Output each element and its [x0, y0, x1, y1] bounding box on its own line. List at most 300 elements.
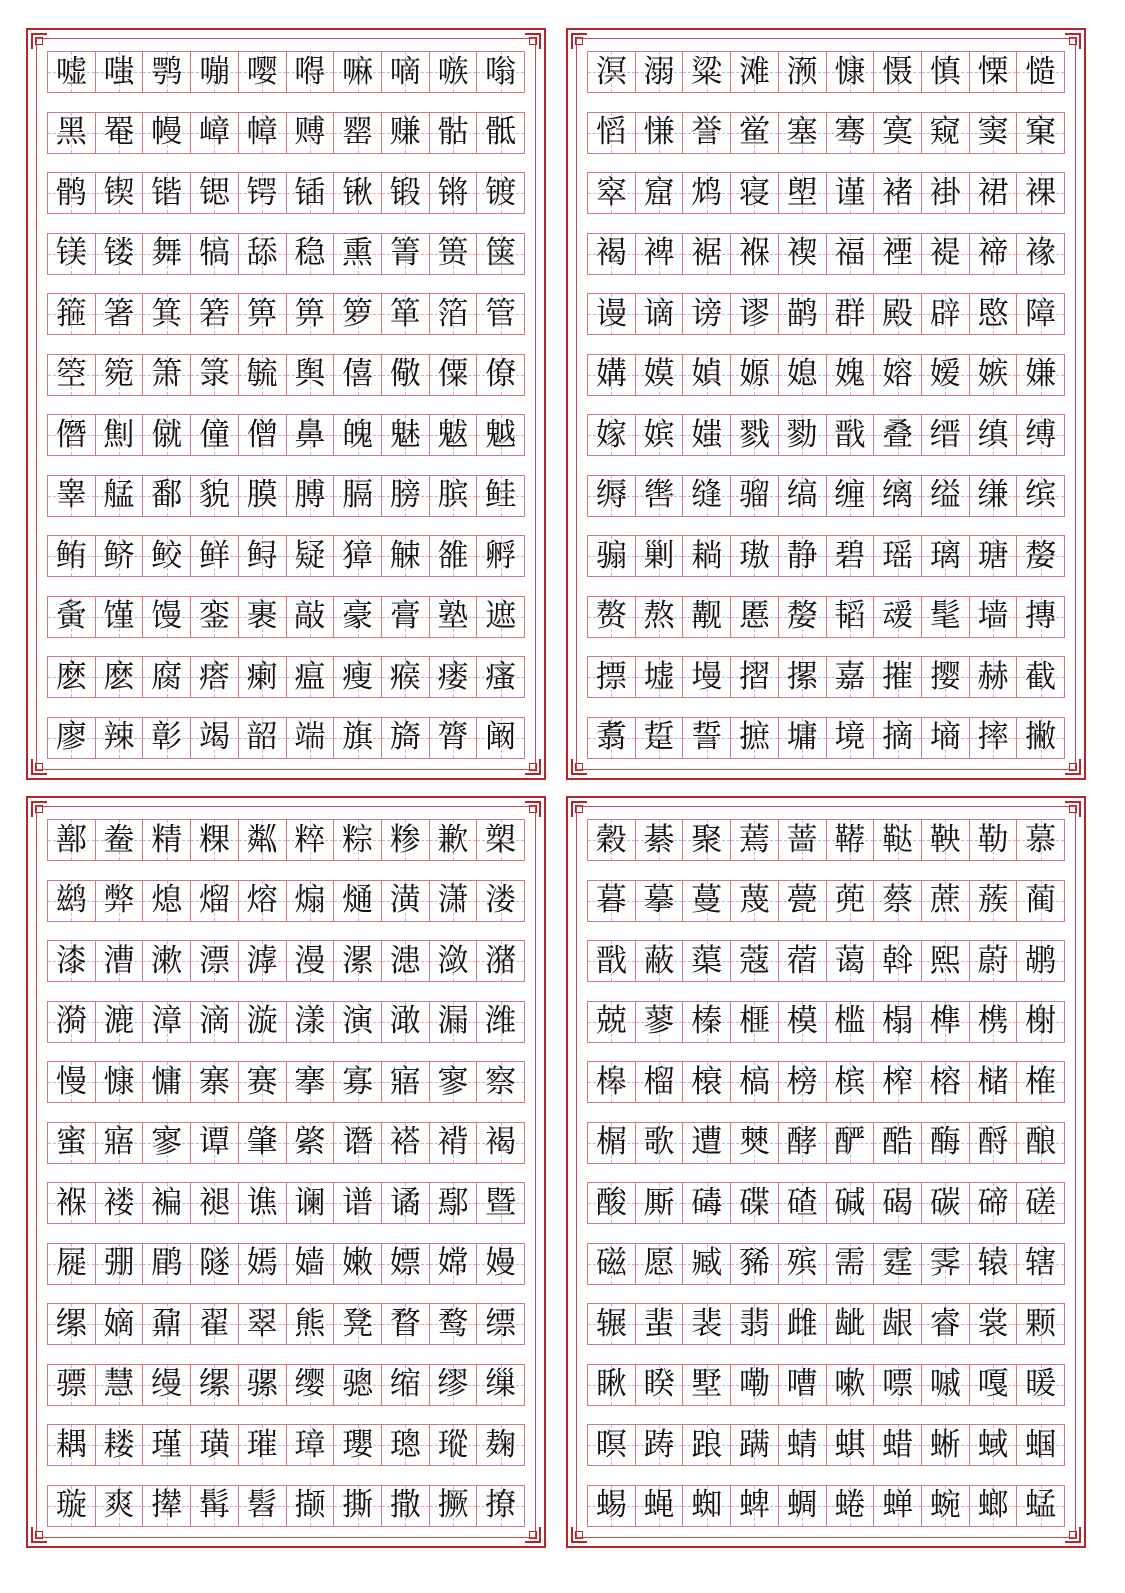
tianzige-cell [382, 657, 430, 697]
hanzi-character: 蜻 [786, 1426, 818, 1463]
tianzige-cell [922, 657, 970, 697]
tianzige-cell [922, 718, 970, 758]
hanzi-character: 嫫 [643, 356, 675, 392]
tianzige-cell [239, 1365, 287, 1405]
hanzi-character: 箜 [55, 356, 87, 392]
tianzige-cell [779, 234, 827, 274]
hanzi-character: 褐 [595, 235, 627, 271]
hanzi-character: 慄 [977, 53, 1009, 90]
hanzi-character: 箕 [151, 295, 183, 332]
tianzige-cell [96, 820, 144, 860]
tianzige-cell [779, 173, 827, 213]
hanzi-character: 磋 [1025, 1184, 1057, 1221]
tianzige-cell [96, 881, 144, 921]
hanzi-character: 漶 [389, 942, 421, 979]
hanzi-character: 踌 [643, 1426, 675, 1463]
hanzi-character: 塾 [437, 598, 469, 634]
hanzi-character: 谩 [595, 295, 627, 332]
tianzige-cell [827, 597, 875, 637]
hanzi-character: 鲟 [246, 537, 278, 574]
tianzige-cell [588, 536, 636, 576]
hanzi-character: 勒 [977, 821, 1009, 858]
tianzige-cell [683, 718, 731, 758]
hanzi-character: 嫆 [882, 356, 914, 392]
tianzige-cell [477, 234, 524, 274]
hanzi-character: 溟 [595, 53, 627, 90]
tianzige-cell [334, 234, 382, 274]
tianzige-cell [382, 718, 430, 758]
tianzige-cell [96, 1123, 144, 1163]
grid-row [587, 354, 1065, 396]
hanzi-character: 鲛 [151, 537, 183, 574]
hanzi-character: 鹜 [437, 1305, 469, 1342]
tianzige-cell [731, 415, 779, 455]
tianzige-cell [48, 1365, 96, 1405]
tianzige-cell [382, 1244, 430, 1284]
tianzige-cell [636, 941, 684, 981]
tianzige-cell [48, 1062, 96, 1102]
tianzige-cell [48, 881, 96, 921]
hanzi-character: 韬 [834, 598, 866, 634]
hanzi-character: 熏 [342, 235, 374, 271]
hanzi-character: 嫔 [643, 416, 675, 453]
hanzi-character: 嘘 [55, 53, 87, 90]
hanzi-character: 嫱 [294, 1245, 326, 1281]
tianzige-cell [239, 657, 287, 697]
grid-row [47, 112, 525, 154]
hanzi-character: 寤 [389, 1063, 421, 1100]
hanzi-character: 鹋 [786, 295, 818, 332]
hanzi-character: 碡 [691, 1184, 723, 1221]
tianzige-cell [287, 1002, 335, 1042]
tianzige-cell [239, 113, 287, 153]
tianzige-cell [731, 941, 779, 981]
hanzi-character: 酽 [834, 1124, 866, 1160]
hanzi-character: 隧 [198, 1245, 230, 1281]
tianzige-cell [143, 1304, 191, 1344]
hanzi-character: 蕖 [691, 942, 723, 979]
practice-panel-2 [566, 28, 1086, 780]
hanzi-character: 缥 [485, 1305, 517, 1342]
tianzige-cell [287, 113, 335, 153]
tianzige-cell [334, 1365, 382, 1405]
hanzi-character: 馑 [103, 598, 135, 634]
tianzige-cell [874, 415, 922, 455]
tianzige-cell [588, 718, 636, 758]
tianzige-cell [874, 1244, 922, 1284]
hanzi-character: 瑭 [977, 537, 1009, 574]
tianzige-cell [683, 881, 731, 921]
tianzige-cell [683, 657, 731, 697]
tianzige-cell [827, 536, 875, 576]
character-grid [47, 51, 525, 777]
tianzige-cell [588, 113, 636, 153]
tianzige-cell [683, 355, 731, 395]
hanzi-character: 慆 [595, 114, 627, 150]
tianzige-cell [143, 881, 191, 921]
tianzige-cell [970, 941, 1018, 981]
hanzi-character: 慎 [929, 53, 961, 90]
hanzi-character: 蜷 [834, 1487, 866, 1523]
hanzi-character: 粼 [246, 821, 278, 858]
hanzi-character: 觏 [691, 598, 723, 634]
hanzi-character: 谬 [738, 295, 770, 332]
hanzi-character: 誉 [691, 114, 723, 150]
hanzi-character: 蔷 [786, 821, 818, 858]
tianzige-cell [779, 597, 827, 637]
tianzige-cell [334, 820, 382, 860]
tianzige-cell [1017, 941, 1064, 981]
tianzige-cell [430, 1183, 478, 1223]
tianzige-cell [287, 1486, 335, 1526]
hanzi-character: 箸 [103, 295, 135, 332]
tianzige-cell [636, 718, 684, 758]
tianzige-cell [287, 597, 335, 637]
hanzi-character: 嫩 [342, 1245, 374, 1281]
tianzige-cell [636, 1486, 684, 1526]
tianzige-cell [922, 476, 970, 516]
tianzige-cell [239, 1002, 287, 1042]
hanzi-character: 裴 [691, 1305, 723, 1342]
tianzige-cell [588, 1062, 636, 1102]
hanzi-character: 叆 [882, 598, 914, 634]
grid-row [587, 1182, 1065, 1224]
tianzige-cell [477, 1486, 524, 1526]
tianzige-cell [731, 1486, 779, 1526]
hanzi-character: 漆 [55, 942, 87, 979]
grid-row [47, 475, 525, 517]
hanzi-character: 摹 [643, 882, 675, 918]
hanzi-character: 麽 [103, 658, 135, 695]
tianzige-cell [731, 1123, 779, 1163]
grid-row [47, 880, 525, 922]
hanzi-character: 膈 [342, 477, 374, 513]
hanzi-character: 谭 [198, 1124, 230, 1160]
tianzige-cell [48, 1123, 96, 1163]
tianzige-cell [143, 1365, 191, 1405]
tianzige-cell [334, 1486, 382, 1526]
hanzi-character: 槜 [977, 1003, 1009, 1039]
hanzi-character: 褛 [103, 1184, 135, 1221]
tianzige-cell [334, 1425, 382, 1465]
hanzi-character: 箢 [103, 356, 135, 392]
tianzige-cell [191, 173, 239, 213]
tianzige-cell [48, 1425, 96, 1465]
hanzi-character: 窦 [977, 114, 1009, 150]
hanzi-character: 骠 [55, 1366, 87, 1402]
tianzige-cell [731, 820, 779, 860]
tianzige-cell [477, 1123, 524, 1163]
tianzige-cell [382, 1002, 430, 1042]
tianzige-cell [191, 657, 239, 697]
hanzi-character: 劁 [103, 416, 135, 453]
corner-ornament [525, 1527, 541, 1543]
hanzi-character: 墁 [691, 658, 723, 695]
tianzige-cell [430, 476, 478, 516]
tianzige-cell [1017, 1425, 1064, 1465]
tianzige-cell [922, 1183, 970, 1223]
hanzi-character: 骡 [246, 1366, 278, 1402]
hanzi-character: 窥 [929, 114, 961, 150]
hanzi-character: 寥 [437, 1063, 469, 1100]
tianzige-cell [588, 1304, 636, 1344]
tianzige-cell [239, 1244, 287, 1284]
grid-row [587, 293, 1065, 335]
tianzige-cell [588, 657, 636, 697]
tianzige-cell [636, 536, 684, 576]
hanzi-character: 舆 [294, 356, 326, 392]
hanzi-character: 蜜 [55, 1124, 87, 1160]
hanzi-character: 蔑 [738, 882, 770, 918]
hanzi-character: 歉 [437, 821, 469, 858]
hanzi-character: 褙 [437, 1124, 469, 1160]
tianzige-cell [430, 718, 478, 758]
hanzi-character: 弊 [103, 882, 135, 918]
tianzige-cell [779, 1304, 827, 1344]
tianzige-cell [922, 415, 970, 455]
hanzi-character: 嫒 [929, 356, 961, 392]
tianzige-cell [827, 234, 875, 274]
hanzi-character: 骷 [437, 114, 469, 150]
tianzige-cell [922, 113, 970, 153]
tianzige-cell [1017, 718, 1064, 758]
tianzige-cell [287, 657, 335, 697]
hanzi-character: 媿 [834, 356, 866, 392]
tianzige-cell [970, 415, 1018, 455]
hanzi-character: 厮 [643, 1184, 675, 1221]
tianzige-cell [922, 881, 970, 921]
hanzi-character: 鞯 [834, 821, 866, 858]
tianzige-cell [636, 1365, 684, 1405]
tianzige-cell [96, 52, 144, 92]
hanzi-character: 蜿 [929, 1487, 961, 1523]
hanzi-character: 鼻 [294, 416, 326, 453]
corner-ornament [31, 33, 47, 49]
hanzi-character: 鞅 [929, 821, 961, 858]
tianzige-cell [287, 941, 335, 981]
hanzi-character: 蜡 [882, 1426, 914, 1463]
practice-panel-1 [26, 28, 546, 780]
practice-panel-4 [566, 796, 1086, 1548]
hanzi-character: 嫦 [437, 1245, 469, 1281]
tianzige-cell [779, 1123, 827, 1163]
hanzi-character: 碟 [738, 1184, 770, 1221]
tianzige-cell [191, 1123, 239, 1163]
hanzi-character: 潢 [389, 882, 421, 918]
hanzi-character: 勠 [786, 416, 818, 453]
tianzige-cell [334, 476, 382, 516]
hanzi-character: 察 [485, 1063, 517, 1100]
tianzige-cell [430, 234, 478, 274]
hanzi-character: 豨 [738, 1245, 770, 1281]
tianzige-cell [588, 941, 636, 981]
hanzi-character: 嫁 [595, 416, 627, 453]
hanzi-character: 叠 [882, 416, 914, 453]
tianzige-cell [683, 536, 731, 576]
hanzi-character: 鲞 [103, 821, 135, 858]
tianzige-cell [731, 1304, 779, 1344]
tianzige-cell [382, 476, 430, 516]
hanzi-character: 蜮 [977, 1426, 1009, 1463]
tianzige-cell [334, 881, 382, 921]
tianzige-cell [779, 941, 827, 981]
hanzi-character: 鲔 [55, 537, 87, 574]
corner-ornament [31, 801, 47, 817]
tianzige-cell [143, 1486, 191, 1526]
tianzige-cell [239, 597, 287, 637]
hanzi-character: 酸 [595, 1184, 627, 1221]
hanzi-character: 酹 [977, 1124, 1009, 1160]
tianzige-cell [287, 1062, 335, 1102]
tianzige-cell [382, 1183, 430, 1223]
hanzi-character: 墅 [691, 1366, 723, 1402]
tianzige-cell [1017, 536, 1064, 576]
hanzi-character: 骶 [485, 114, 517, 150]
hanzi-character: 缜 [977, 416, 1009, 453]
tianzige-cell [287, 234, 335, 274]
hanzi-character: 嘉 [834, 658, 866, 695]
tianzige-cell [143, 415, 191, 455]
tianzige-cell [430, 1304, 478, 1344]
grid-row [47, 535, 525, 577]
hanzi-character: 禋 [882, 235, 914, 271]
grid-row [47, 819, 525, 861]
hanzi-character: 寡 [342, 1063, 374, 1100]
tianzige-cell [96, 234, 144, 274]
hanzi-character: 赘 [595, 598, 627, 634]
tianzige-cell [382, 536, 430, 576]
tianzige-cell [827, 355, 875, 395]
hanzi-character: 璈 [738, 537, 770, 574]
tianzige-cell [970, 657, 1018, 697]
hanzi-character: 箪 [389, 295, 421, 332]
tianzige-cell [779, 355, 827, 395]
hanzi-character: 踅 [643, 719, 675, 755]
hanzi-character: 嗽 [834, 1366, 866, 1402]
hanzi-character: 澉 [389, 1003, 421, 1039]
hanzi-character: 嘌 [882, 1366, 914, 1402]
hanzi-character: 墟 [643, 658, 675, 695]
tianzige-cell [970, 820, 1018, 860]
tianzige-cell [239, 881, 287, 921]
tianzige-cell [1017, 52, 1064, 92]
tianzige-cell [287, 820, 335, 860]
tianzige-cell [970, 1002, 1018, 1042]
tianzige-cell [588, 1244, 636, 1284]
tianzige-cell [96, 113, 144, 153]
hanzi-character: 榛 [691, 1003, 723, 1039]
tianzige-cell [239, 355, 287, 395]
corner-ornament [31, 1527, 47, 1543]
hanzi-character: 缙 [929, 416, 961, 453]
hanzi-character: 慊 [643, 114, 675, 150]
tianzige-cell [96, 355, 144, 395]
hanzi-character: 摘 [882, 719, 914, 755]
hanzi-character: 箬 [198, 295, 230, 332]
hanzi-character: 鹛 [151, 1245, 183, 1281]
hanzi-character: 熥 [342, 882, 374, 918]
tianzige-cell [96, 1425, 144, 1465]
tianzige-cell [430, 52, 478, 92]
tianzige-cell [334, 1002, 382, 1042]
grid-row [47, 656, 525, 698]
hanzi-character: 璀 [246, 1426, 278, 1463]
tianzige-cell [827, 657, 875, 697]
hanzi-character: 镁 [55, 235, 87, 271]
hanzi-character: 霁 [929, 1245, 961, 1281]
tianzige-cell [48, 718, 96, 758]
tianzige-cell [874, 1486, 922, 1526]
tianzige-cell [430, 941, 478, 981]
hanzi-character: 摺 [738, 658, 770, 695]
grid-row [587, 414, 1065, 456]
hanzi-character: 窣 [595, 174, 627, 211]
hanzi-character: 臧 [691, 1245, 723, 1281]
hanzi-character: 膊 [294, 477, 326, 513]
tianzige-cell [191, 52, 239, 92]
tianzige-cell [191, 355, 239, 395]
tianzige-cell [827, 415, 875, 455]
tianzige-cell [922, 173, 970, 213]
tianzige-cell [143, 536, 191, 576]
hanzi-character: 摭 [738, 719, 770, 755]
hanzi-character: 髯 [198, 1487, 230, 1523]
corner-ornament [525, 801, 541, 817]
grid-row [47, 51, 525, 93]
hanzi-character: 墉 [786, 719, 818, 755]
hanzi-character: 箓 [198, 356, 230, 392]
tianzige-cell [477, 1365, 524, 1405]
grid-row [47, 1182, 525, 1224]
hanzi-character: 滩 [738, 53, 770, 90]
tianzige-cell [874, 718, 922, 758]
tianzige-cell [827, 294, 875, 334]
hanzi-character: 蜴 [595, 1487, 627, 1523]
tianzige-cell [191, 718, 239, 758]
tianzige-cell [683, 1365, 731, 1405]
tianzige-cell [636, 113, 684, 153]
hanzi-character: 蔽 [643, 942, 675, 979]
tianzige-cell [382, 52, 430, 92]
hanzi-character: 膑 [437, 477, 469, 513]
hanzi-character: 缣 [977, 477, 1009, 513]
tianzige-cell [874, 1365, 922, 1405]
tianzige-cell [874, 173, 922, 213]
hanzi-character: 璁 [389, 1426, 421, 1463]
tianzige-cell [874, 820, 922, 860]
hanzi-character: 谱 [342, 1184, 374, 1221]
tianzige-cell [683, 820, 731, 860]
grid-row [587, 1485, 1065, 1527]
hanzi-character: 鲎 [738, 114, 770, 150]
hanzi-character: 彰 [151, 719, 183, 755]
tianzige-cell [588, 173, 636, 213]
hanzi-character: 碳 [929, 1184, 961, 1221]
hanzi-character: 撒 [389, 1487, 421, 1523]
tianzige-cell [636, 476, 684, 516]
tianzige-cell [382, 234, 430, 274]
tianzige-cell [970, 597, 1018, 637]
hanzi-character: 裾 [691, 235, 723, 271]
grid-row [47, 1243, 525, 1285]
hanzi-character: 褪 [198, 1184, 230, 1221]
hanzi-character: 膂 [437, 719, 469, 755]
hanzi-character: 蹒 [738, 1426, 770, 1463]
tianzige-cell [239, 941, 287, 981]
tianzige-cell [334, 1304, 382, 1344]
tianzige-cell [970, 1123, 1018, 1163]
tianzige-cell [430, 294, 478, 334]
